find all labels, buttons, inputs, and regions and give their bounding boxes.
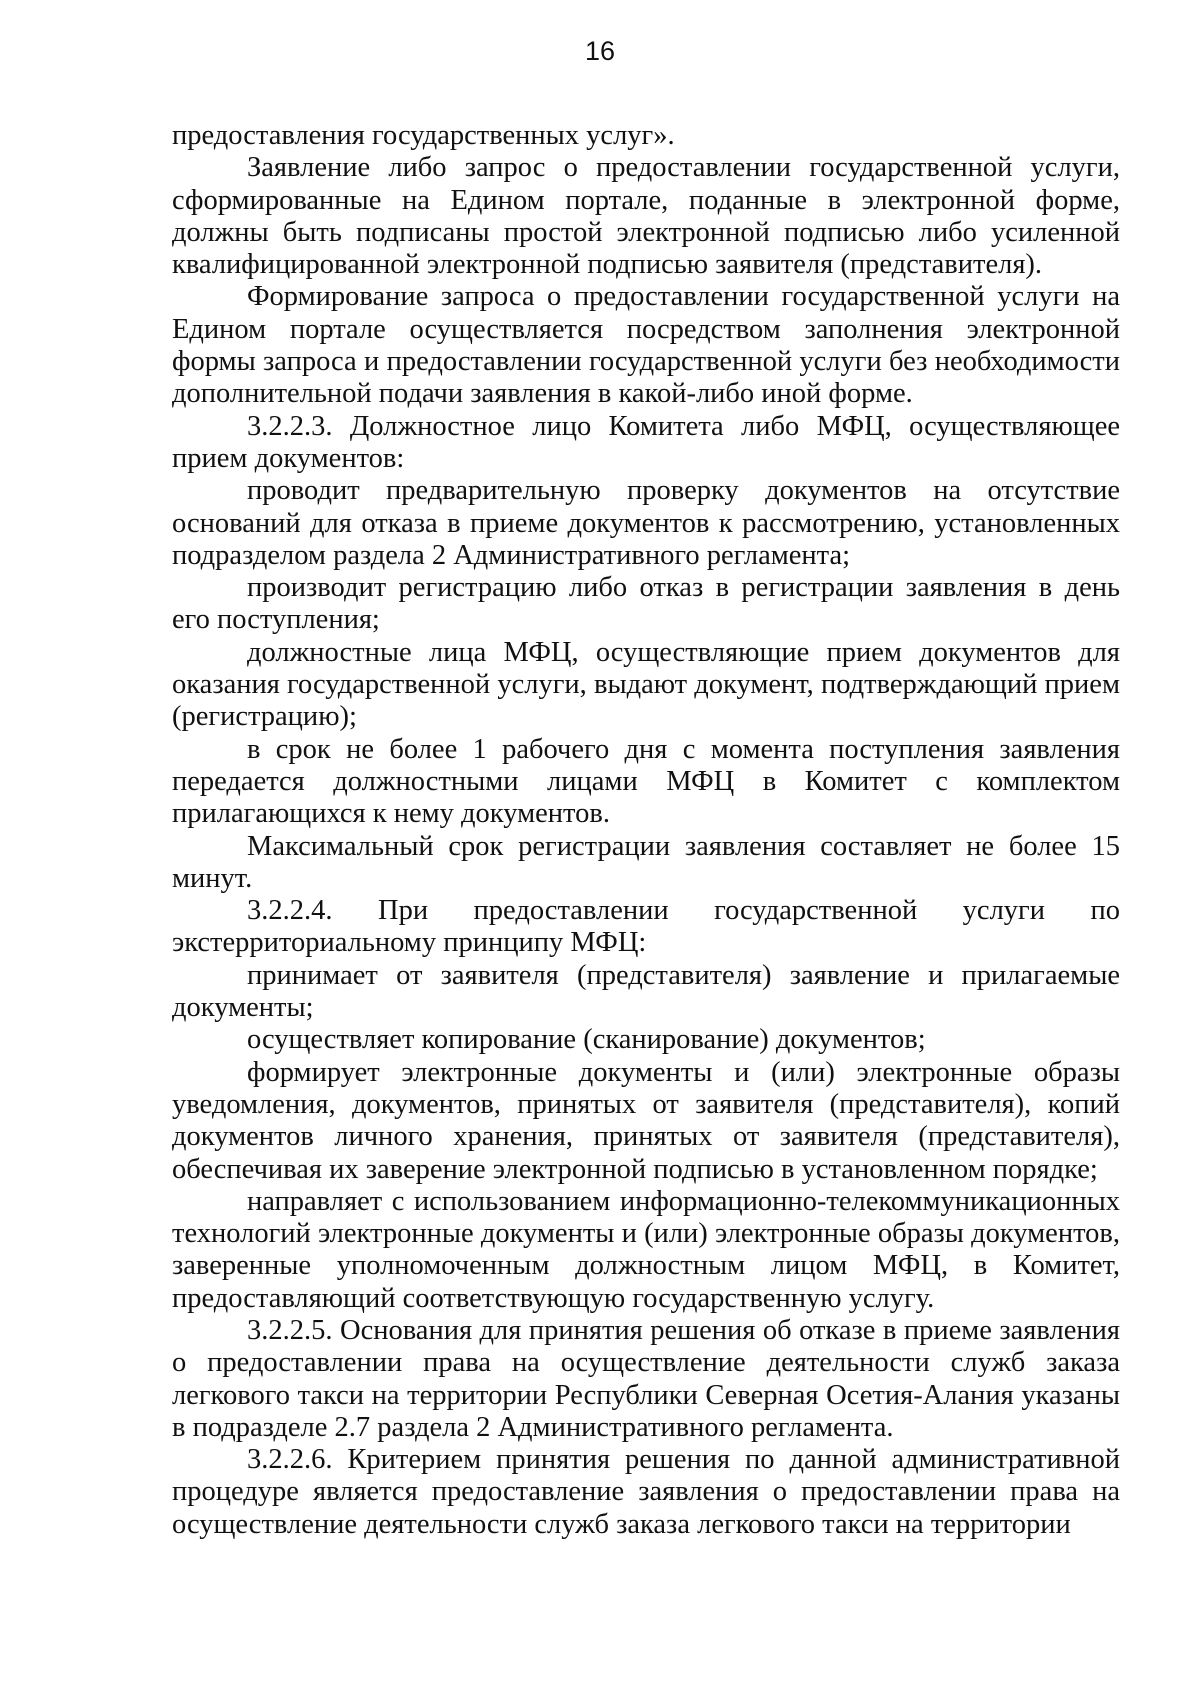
- paragraph: 3.2.2.4. При предоставлении государственной услуги по экстерриториальному принципу МФЦ:: [172, 895, 1120, 959]
- paragraph: Формирование запроса о предоставлении государственной услуги на Едином портале осуществляется посредством заполнения электронной формы запроса и предоставлении государственной услуги без необходимости дополнительной подачи заявления в какой-либо иной форме.: [172, 281, 1120, 410]
- paragraph: Заявление либо запрос о предоставлении государственной услуги, сформированные на Едином портале, поданные в электронной форме, должны быть подписаны простой электронной подписью либо усиленной квалифицированной электронной подписью заявителя (представителя).: [172, 152, 1120, 281]
- page-number: 16: [584, 36, 616, 66]
- paragraph: Максимальный срок регистрации заявления составляет не более 15 минут.: [172, 830, 1120, 894]
- paragraph: производит регистрацию либо отказ в регистрации заявления в день его поступления;: [172, 572, 1120, 636]
- paragraph: в срок не более 1 рабочего дня с момента поступления заявления передается должностными лицами МФЦ в Комитет с комплектом прилагающихся к нему документов.: [172, 733, 1120, 830]
- paragraph: должностные лица МФЦ, осуществляющие прием документов для оказания государственной услуги, выдают документ, подтверждающий прием (регистрацию);: [172, 636, 1120, 733]
- paragraph: 3.2.2.5. Основания для принятия решения об отказе в приеме заявления о предоставлении права на осуществление деятельности служб заказа легкового такси на территории Республики Северная Осетия-Алания указаны в подразделе 2.7 раздела 2 Административного регламента.: [172, 1314, 1120, 1443]
- paragraph: проводит предварительную проверку документов на отсутствие оснований для отказа в приеме документов к рассмотрению, установленных подразделом раздела 2 Административного регламента;: [172, 475, 1120, 571]
- paragraph: предоставления государственных услуг».: [172, 120, 675, 151]
- paragraph: принимает от заявителя (представителя) заявление и прилагаемые документы;: [172, 959, 1120, 1024]
- paragraph: осуществляет копирование (сканирование) документов;: [247, 1024, 926, 1056]
- document-body: [172, 120, 1120, 1541]
- paragraph: формирует электронные документы и (или) электронные образы уведомления, документов, принятых от заявителя (представителя), копий документов личного хранения, принятых от заявителя (представителя), обеспечивая их заверение электронной подписью в установленном порядке;: [172, 1056, 1120, 1185]
- paragraph: направляет с использованием информационно-телекоммуникационных технологий электронные документы и (или) электронные образы документов, заверенные уполномоченным должностным лицом МФЦ, в Комитет, предоставляющий соответствующую государственную услугу.: [172, 1185, 1120, 1314]
- paragraph: 3.2.2.6. Критерием принятия решения по данной административной процедуре является предоставление заявления о предоставлении права на осуществление деятельности служб заказа легкового такси на территории: [172, 1444, 1120, 1540]
- paragraph: 3.2.2.3. Должностное лицо Комитета либо МФЦ, осуществляющее прием документов:: [172, 410, 1120, 474]
